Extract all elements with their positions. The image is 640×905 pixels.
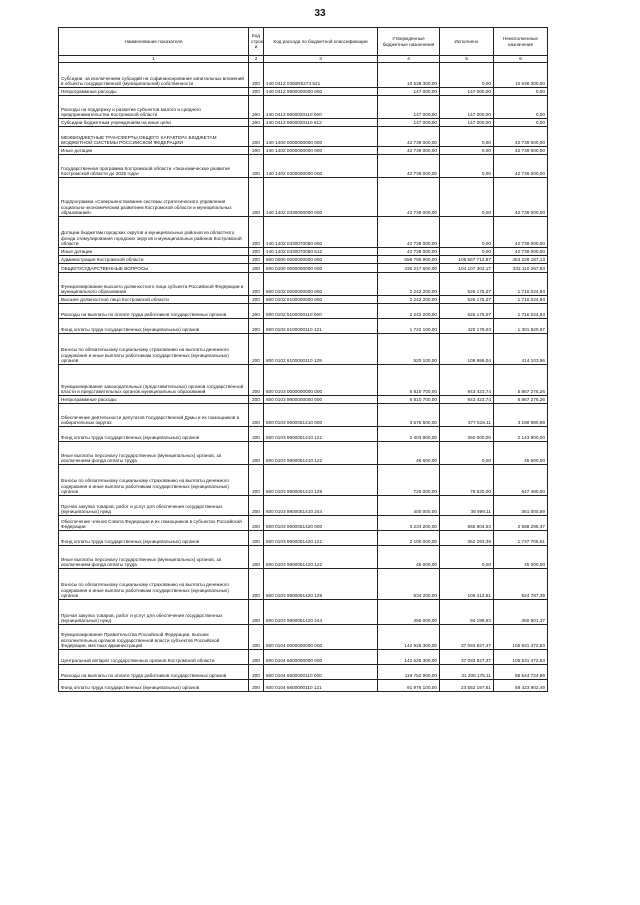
table-row — [59, 465, 548, 496]
unexecuted-amount-cell: 42 739 000,00 — [494, 155, 548, 178]
table-row — [59, 650, 548, 665]
executed-amount-cell: 38 999,11 — [440, 496, 494, 516]
unexecuted-amount-cell: 1 301 920,97 — [494, 319, 548, 334]
approved-amount-cell: 2 403 900,00 — [378, 427, 440, 442]
indicator-name-cell: Непрограммные расходы — [59, 396, 249, 404]
approved-amount-cell: 455 000,00 — [378, 600, 440, 625]
unexecuted-amount-cell: 414 103,96 — [494, 334, 548, 365]
table-row — [59, 442, 548, 465]
executed-amount-cell: 31 208 175,11 — [440, 665, 494, 680]
expense-code-cell: 800 0100 0000000000 000 — [264, 264, 378, 273]
indicator-name-cell: Расходы на поддержку и развитие субъектов малого и среднего предпринимательства Костромской области — [59, 96, 249, 119]
approved-amount-cell: 2 100 000,00 — [378, 531, 440, 546]
unexecuted-amount-cell: 5 867 276,26 — [494, 365, 548, 396]
expense-code-cell: 800 0103 9900051410 000 — [264, 404, 378, 427]
unexecuted-amount-cell: 0,00 — [494, 96, 548, 119]
indicator-name-cell: Администрация Костромской области — [59, 256, 249, 264]
approved-amount-cell: 42 739 000,00 — [378, 178, 440, 217]
expense-code-cell: 800 0103 0000000000 000 — [264, 365, 378, 396]
executed-amount-cell: 0,00 — [440, 147, 494, 155]
unexecuted-amount-cell: 0,00 — [494, 88, 548, 96]
unexecuted-amount-cell: 42 739 000,00 — [494, 248, 548, 256]
approved-amount-cell: 1 722 100,00 — [378, 319, 440, 334]
unexecuted-amount-cell: 1 716 024,93 — [494, 304, 548, 319]
indicator-name-cell: Дотации бюджетам городских округов и муниципальных районов из областного фонда стимулирования городских округов и муниципальных районов Костромской области — [59, 217, 249, 248]
table-row — [59, 296, 548, 304]
indicator-name-cell: Расходы на выплаты по оплате труда работников государственных органов — [59, 304, 249, 319]
table-row — [59, 404, 548, 427]
executed-amount-cell: 0,00 — [440, 248, 494, 256]
expense-code-cell: 800 0103 9900051410 122 — [264, 442, 378, 465]
table-row — [59, 365, 548, 396]
table-row — [59, 256, 548, 264]
line-code-cell: 200 — [249, 531, 264, 546]
indicator-name-cell: Обеспечение членов Совета Федерации и их помощников в субъектах Российской Федерации — [59, 516, 249, 531]
executed-amount-cell: 105 567 712,87 — [440, 256, 494, 264]
indicator-name-cell: Фонд оплаты труда государственных (муниципальных) органов — [59, 427, 249, 442]
expense-code-cell: 800 0103 9900051410 121 — [264, 427, 378, 442]
executed-amount-cell: 0,00 — [440, 127, 494, 147]
expense-code-cell: 800 0103 9900051410 244 — [264, 496, 378, 516]
approved-amount-cell: 6 810 700,00 — [378, 365, 440, 396]
expense-code-cell: 800 0104 6600000110 121 — [264, 680, 378, 692]
executed-amount-cell: 943 423,74 — [440, 396, 494, 404]
approved-amount-cell: 91 976 100,00 — [378, 680, 440, 692]
expense-code-cell: 140 1402 0330070050 512 — [264, 248, 378, 256]
table-row — [59, 178, 548, 217]
approved-amount-cell: 2 242 200,00 — [378, 296, 440, 304]
table-row — [59, 319, 548, 334]
indicator-name-cell: МЕЖБЮДЖЕТНЫЕ ТРАНСФЕРТЫ ОБЩЕГО ХАРАКТЕРА БЮДЖЕТАМ БЮДЖЕТНОЙ СИСТЕМЫ РОССИЙСКОЙ ФЕДЕРАЦИИ — [59, 127, 249, 147]
unexecuted-amount-cell: 46 600,00 — [494, 442, 548, 465]
executed-amount-cell: 362 293,39 — [440, 531, 494, 546]
table-row — [59, 427, 548, 442]
table-row — [59, 665, 548, 680]
executed-amount-cell: 104 107 302,17 — [440, 264, 494, 273]
table-row — [59, 531, 548, 546]
header-approved: Утвержденные бюджетные назначения — [378, 28, 440, 56]
indicator-name-cell: Фонд оплаты труда государственных (муниципальных) органов — [59, 680, 249, 692]
line-code-cell: 200 — [249, 296, 264, 304]
indicator-name-cell: Высшее должностное лицо Костромской области — [59, 296, 249, 304]
page-number: 33 — [314, 8, 326, 19]
executed-amount-cell: 526 175,07 — [440, 273, 494, 296]
line-code-cell: 200 — [249, 396, 264, 404]
table-row — [59, 264, 548, 273]
executed-amount-cell: 0,00 — [440, 178, 494, 217]
expense-code-cell: 800 0103 9900051420 121 — [264, 531, 378, 546]
header-expense-code: Код расхода по бюджетной классификации — [264, 28, 378, 56]
line-code-cell: 200 — [249, 465, 264, 496]
approved-amount-cell: 45 000,00 — [378, 546, 440, 569]
indicator-name-cell: Иные выплаты персоналу государственных (муниципальных) органов, за исключением фонда оплаты труда — [59, 546, 249, 569]
table-row — [59, 334, 548, 365]
line-code-cell: 200 — [249, 516, 264, 531]
indicator-name-cell: Фонд оплаты труда государственных (муниципальных) органов — [59, 531, 249, 546]
line-code-cell: 200 — [249, 256, 264, 264]
expense-code-cell: 800 0104 6600000000 000 — [264, 650, 378, 665]
expense-code-cell: 800 0000 0000000000 000 — [264, 256, 378, 264]
approved-amount-cell: 10 638 300,00 — [378, 63, 440, 88]
unexecuted-amount-cell: 2 668 295,37 — [494, 516, 548, 531]
line-code-cell: 200 — [249, 496, 264, 516]
unexecuted-amount-cell: 45 000,00 — [494, 546, 548, 569]
header-unexecuted: Неисполненные назначения — [494, 28, 548, 56]
executed-amount-cell: 109 412,61 — [440, 569, 494, 600]
expense-code-cell: 800 0102 6100000110 000 — [264, 304, 378, 319]
table-row — [59, 96, 548, 119]
expense-code-cell: 140 0412 9900000000 000 — [264, 88, 378, 96]
executed-amount-cell: 78 520,00 — [440, 465, 494, 496]
table-row — [59, 63, 548, 88]
executed-amount-cell: 0,00 — [440, 546, 494, 569]
table-row — [59, 273, 548, 296]
header-indicator-name: Наименование показателя — [59, 28, 249, 56]
expense-code-cell: 140 1400 0000000000 000 — [264, 127, 378, 147]
line-code-cell: 200 — [249, 273, 264, 296]
expense-code-cell: 800 0102 6100000110 129 — [264, 334, 378, 365]
table-row — [59, 396, 548, 404]
column-number: 6 — [494, 56, 548, 63]
indicator-name-cell: Прочая закупка товаров, работ и услуг для обеспечения государственных (муниципальных) нужд — [59, 600, 249, 625]
expense-code-cell: 800 0103 9900000000 000 — [264, 396, 378, 404]
indicator-name-cell: Иные выплаты персоналу государственных (муниципальных) органов, за исключением фонда оплаты труда — [59, 442, 249, 465]
line-code-cell: 200 — [249, 319, 264, 334]
table-row — [59, 625, 548, 650]
unexecuted-amount-cell: 524 787,39 — [494, 569, 548, 600]
column-number: 3 — [264, 56, 378, 63]
indicator-name-cell: Субсидии, за исключением субсидий на софинансирование капитальных вложений в объекты государственной (муниципальной) собственности — [59, 63, 249, 88]
line-code-cell: 200 — [249, 625, 264, 650]
line-code-cell: 200 — [249, 155, 264, 178]
table-row — [59, 127, 548, 147]
expense-code-cell: 800 0103 9900051420 244 — [264, 600, 378, 625]
unexecuted-amount-cell: 10 638 300,00 — [494, 63, 548, 88]
unexecuted-amount-cell: 332 110 297,83 — [494, 264, 548, 273]
table-row — [59, 248, 548, 256]
line-code-cell: 200 — [249, 427, 264, 442]
table-body — [59, 63, 548, 692]
expense-code-cell: 800 0103 9900051420 000 — [264, 516, 378, 531]
unexecuted-amount-cell: 88 544 724,89 — [494, 665, 548, 680]
indicator-name-cell: Иные дотации — [59, 248, 249, 256]
table-row — [59, 88, 548, 96]
unexecuted-amount-cell: 453 228 187,13 — [494, 256, 548, 264]
indicator-name-cell: Государственная программа Костромской области «Экономическое развитие Костромской области до 2025 года» — [59, 155, 249, 178]
column-number: 2 — [249, 56, 264, 63]
indicator-name-cell: Функционирование высшего должностного лица субъекта Российской Федерации и муниципального образования — [59, 273, 249, 296]
table-row — [59, 546, 548, 569]
table-row — [59, 304, 548, 319]
unexecuted-amount-cell: 2 143 900,00 — [494, 427, 548, 442]
expense-code-cell: 800 0104 0000000000 000 — [264, 625, 378, 650]
executed-amount-cell: 420 179,03 — [440, 319, 494, 334]
unexecuted-amount-cell: 1 716 024,93 — [494, 273, 548, 296]
unexecuted-amount-cell: 42 739 000,00 — [494, 217, 548, 248]
indicator-name-cell: Взносы по обязательному социальному страхованию на выплаты денежного содержания и иные выплаты работникам государственных (муниципальных) органов — [59, 334, 249, 365]
expense-code-cell: 800 0102 6100000110 121 — [264, 319, 378, 334]
table-row — [59, 155, 548, 178]
line-code-cell: 200 — [249, 442, 264, 465]
table-row — [59, 119, 548, 127]
indicator-name-cell: Расходы на выплаты по оплате труда работников государственных органов — [59, 665, 249, 680]
approved-amount-cell: 3 576 500,00 — [378, 404, 440, 427]
line-code-cell: 200 — [249, 96, 264, 119]
approved-amount-cell: 726 000,00 — [378, 465, 440, 496]
approved-amount-cell: 400 000,00 — [378, 496, 440, 516]
unexecuted-amount-cell: 647 480,00 — [494, 465, 548, 496]
approved-amount-cell: 142 625 300,00 — [378, 650, 440, 665]
executed-amount-cell: 94 198,63 — [440, 600, 494, 625]
line-code-cell: 200 — [249, 404, 264, 427]
column-number: 4 — [378, 56, 440, 63]
line-code-cell: 200 — [249, 119, 264, 127]
expense-code-cell: 800 0102 6100000000 000 — [264, 296, 378, 304]
approved-amount-cell: 119 752 900,00 — [378, 665, 440, 680]
unexecuted-amount-cell: 105 831 472,53 — [494, 625, 548, 650]
unexecuted-amount-cell: 68 423 902,49 — [494, 680, 548, 692]
approved-amount-cell: 142 925 300,00 — [378, 625, 440, 650]
unexecuted-amount-cell: 105 531 472,53 — [494, 650, 548, 665]
expense-code-cell: 140 1402 0000000000 000 — [264, 147, 378, 155]
approved-amount-cell: 558 795 900,00 — [378, 256, 440, 264]
approved-amount-cell: 634 200,00 — [378, 569, 440, 600]
indicator-name-cell: Функционирование законодательных (представительных) органов государственной власти и представительных органов муниципальных образований — [59, 365, 249, 396]
expense-code-cell: 140 0412 9900020110 000 — [264, 96, 378, 119]
executed-amount-cell: 526 175,07 — [440, 296, 494, 304]
table-row — [59, 569, 548, 600]
executed-amount-cell: 526 175,07 — [440, 304, 494, 319]
line-code-cell: 200 — [249, 264, 264, 273]
executed-amount-cell: 377 519,11 — [440, 404, 494, 427]
executed-amount-cell: 147 000,00 — [440, 96, 494, 119]
executed-amount-cell: 0,00 — [440, 63, 494, 88]
approved-amount-cell: 42 739 000,00 — [378, 127, 440, 147]
column-number: 1 — [59, 56, 249, 63]
executed-amount-cell: 23 552 197,51 — [440, 680, 494, 692]
unexecuted-amount-cell: 361 000,89 — [494, 496, 548, 516]
expense-code-cell: 140 0412 0360R5273 521 — [264, 63, 378, 88]
approved-amount-cell: 147 000,00 — [378, 96, 440, 119]
executed-amount-cell: 37 093 827,47 — [440, 650, 494, 665]
header-executed: Исполнено — [440, 28, 494, 56]
approved-amount-cell: 147 000,00 — [378, 119, 440, 127]
indicator-name-cell: Функционирование Правительства Российской Федерации, высших исполнительных органов государственной власти субъектов Российской Федерации, местных администраций — [59, 625, 249, 650]
executed-amount-cell: 565 904,63 — [440, 516, 494, 531]
expense-code-cell: 800 0103 9900051410 129 — [264, 465, 378, 496]
indicator-name-cell: Обеспечение деятельности депутатов Государственной Думы и их помощников в избирательных округах — [59, 404, 249, 427]
unexecuted-amount-cell: 1 737 706,61 — [494, 531, 548, 546]
unexecuted-amount-cell: 42 739 000,00 — [494, 127, 548, 147]
line-code-cell: 200 — [249, 334, 264, 365]
expense-code-cell: 800 0103 9900051420 129 — [264, 569, 378, 600]
executed-amount-cell: 0,00 — [440, 442, 494, 465]
line-code-cell: 200 — [249, 680, 264, 692]
approved-amount-cell: 6 810 700,00 — [378, 396, 440, 404]
approved-amount-cell: 147 000,00 — [378, 88, 440, 96]
line-code-cell: 200 — [249, 147, 264, 155]
line-code-cell: 200 — [249, 665, 264, 680]
column-number: 5 — [440, 56, 494, 63]
indicator-name-cell: ОБЩЕГОСУДАРСТВЕННЫЕ ВОПРОСЫ — [59, 264, 249, 273]
unexecuted-amount-cell: 0,00 — [494, 119, 548, 127]
approved-amount-cell: 520 100,00 — [378, 334, 440, 365]
line-code-cell: 200 — [249, 304, 264, 319]
table-row — [59, 217, 548, 248]
indicator-name-cell: Иные дотации — [59, 147, 249, 155]
table-header-row — [59, 28, 548, 56]
unexecuted-amount-cell: 5 867 276,26 — [494, 396, 548, 404]
approved-amount-cell: 46 600,00 — [378, 442, 440, 465]
table-row — [59, 147, 548, 155]
table-row — [59, 680, 548, 692]
budget-execution-table — [58, 27, 548, 692]
executed-amount-cell: 37 093 827,47 — [440, 625, 494, 650]
table-row — [59, 516, 548, 531]
expense-code-cell: 800 0102 0000000000 000 — [264, 273, 378, 296]
unexecuted-amount-cell: 1 716 024,93 — [494, 296, 548, 304]
table-row — [59, 600, 548, 625]
line-code-cell: 200 — [249, 248, 264, 256]
approved-amount-cell: 42 739 000,00 — [378, 155, 440, 178]
line-code-cell: 200 — [249, 127, 264, 147]
approved-amount-cell: 42 739 000,00 — [378, 248, 440, 256]
indicator-name-cell: Взносы по обязательному социальному страхованию на выплаты денежного содержания и иные выплаты работникам государственных (муниципальных) органов — [59, 569, 249, 600]
indicator-name-cell: Центральный аппарат государственных органов Костромской области — [59, 650, 249, 665]
approved-amount-cell: 2 242 200,00 — [378, 273, 440, 296]
approved-amount-cell: 42 739 000,00 — [378, 147, 440, 155]
line-code-cell: 200 — [249, 365, 264, 396]
expense-code-cell: 140 0412 9900020110 612 — [264, 119, 378, 127]
line-code-cell: 200 — [249, 569, 264, 600]
expense-code-cell: 140 1402 0330070050 000 — [264, 217, 378, 248]
indicator-name-cell: Фонд оплаты труда государственных (муниципальных) органов — [59, 319, 249, 334]
column-number-row — [59, 56, 548, 63]
expense-code-cell: 800 0103 9900051420 122 — [264, 546, 378, 569]
approved-amount-cell: 42 739 000,00 — [378, 217, 440, 248]
indicator-name-cell: Взносы по обязательному социальному страхованию на выплаты денежного содержания и иные выплаты работникам государственных (муниципальных) органов — [59, 465, 249, 496]
line-code-cell: 200 — [249, 178, 264, 217]
indicator-name-cell: Непрограммные расходы — [59, 88, 249, 96]
table-row — [59, 496, 548, 516]
header-line-code: Код строк и — [249, 28, 264, 56]
approved-amount-cell: 2 242 200,00 — [378, 304, 440, 319]
approved-amount-cell: 3 234 200,00 — [378, 516, 440, 531]
line-code-cell: 200 — [249, 63, 264, 88]
executed-amount-cell: 105 996,04 — [440, 334, 494, 365]
unexecuted-amount-cell: 42 739 000,00 — [494, 178, 548, 217]
executed-amount-cell: 260 000,00 — [440, 427, 494, 442]
unexecuted-amount-cell: 42 739 000,00 — [494, 147, 548, 155]
executed-amount-cell: 943 423,74 — [440, 365, 494, 396]
executed-amount-cell: 0,00 — [440, 217, 494, 248]
line-code-cell: 200 — [249, 650, 264, 665]
executed-amount-cell: 147 000,00 — [440, 119, 494, 127]
executed-amount-cell: 0,00 — [440, 155, 494, 178]
expense-code-cell: 140 1402 0300000000 000 — [264, 155, 378, 178]
executed-amount-cell: 147 000,00 — [440, 88, 494, 96]
approved-amount-cell: 436 217 600,00 — [378, 264, 440, 273]
unexecuted-amount-cell: 360 801,37 — [494, 600, 548, 625]
indicator-name-cell: Подпрограмма «Совершенствование системы стратегического управления социально-экономическим развитием Костромской области и муниципальных образований» — [59, 178, 249, 217]
line-code-cell: 200 — [249, 546, 264, 569]
line-code-cell: 200 — [249, 217, 264, 248]
line-code-cell: 200 — [249, 600, 264, 625]
indicator-name-cell: Субсидии бюджетным учреждениям на иные цели — [59, 119, 249, 127]
expense-code-cell: 800 0104 6600000110 000 — [264, 665, 378, 680]
unexecuted-amount-cell: 3 198 980,89 — [494, 404, 548, 427]
indicator-name-cell: Прочая закупка товаров, работ и услуг для обеспечения государственных (муниципальных) нужд — [59, 496, 249, 516]
line-code-cell: 200 — [249, 88, 264, 96]
expense-code-cell: 140 1402 0330000000 000 — [264, 178, 378, 217]
